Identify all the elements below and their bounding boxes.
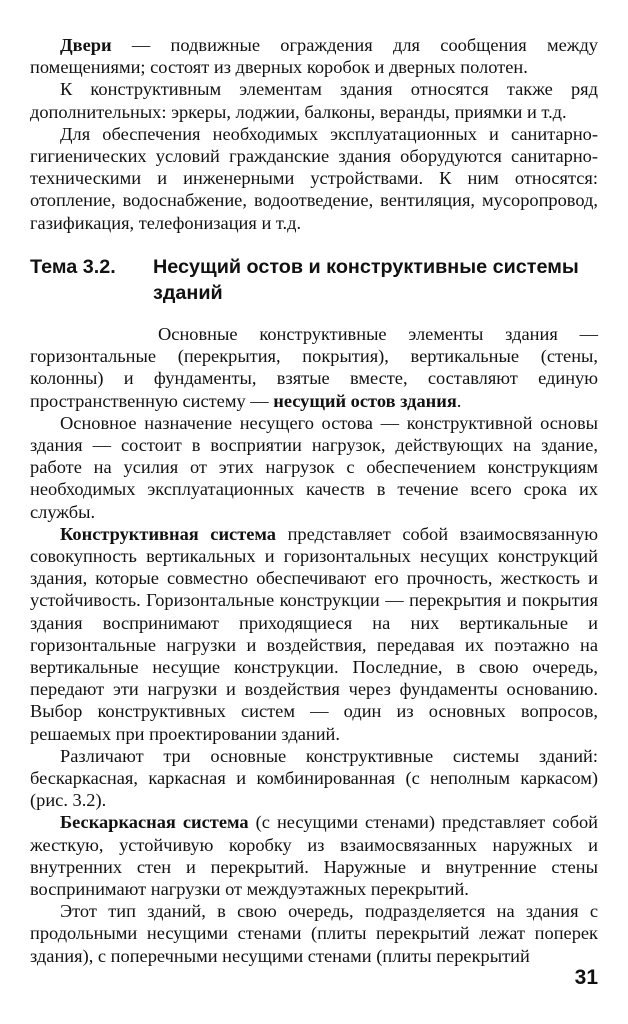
section-number: Тема 3.2.: [30, 256, 116, 278]
main-text-block: [30, 323, 598, 967]
paragraph-additional-elements: К конструктивным элементам здания относятся также ряд дополнительных: эркеры, лоджии, балконы, веранды, приямки и т.д.: [30, 79, 598, 122]
term-doors: Двери: [60, 35, 112, 55]
paragraph-structural-system: [30, 523, 598, 745]
paragraph-frame-purpose: Основное назначение несущего остова — конструктивной основы здания — состоит в восприятии нагрузок, действующих на здание, работе на усилия от этих нагрузок с обеспечением конструкциям необходимых эксплуатационных качеств в течение всего срока их службы.: [30, 412, 598, 522]
section-title: Несущий остов и конструктивные системы зданий: [153, 256, 579, 304]
term-load-bearing-frame: несущий остов здания: [273, 390, 457, 411]
paragraph-engineering-systems: Для обеспечения необходимых эксплуатационных и санитарно-гигиенических условий гражданские здания оборудуются санитарно-техническими и инженерными устройствами. К ним относятся: отопление, водоснабжение, водоотведение, вентиляция, мусоропровод, газификация, телефонизация и т.д.: [30, 123, 598, 233]
intro-text-block: [30, 34, 598, 234]
paragraph-load-bearing-frame-end: .: [456, 390, 462, 411]
paragraph-structural-system-text: представляет собой взаимосвязанную совокупность вертикальных и горизонтальных несущих конструкций здания, которые совместно обеспечивают его прочность, жесткость и устойчивость. Горизонтальные конструкции — перекрытия и покрытия здания воспринимают приходящиеся на них вертикальные и горизонтальные нагрузки и воздействия, передавая их поэтажно на вертикальные несущие конструкции. Последние, в свою очередь, передают эти нагрузки и воздействия через фундаменты основанию. Выбор конструктивных систем — один из основных вопросов, решаемых при проектировании зданий.: [30, 523, 598, 744]
paragraph-load-bearing-frame: [30, 323, 598, 412]
paragraph-building-types: Этот тип зданий, в свою очередь, подразделяется на здания с продольными несущими стенами (плиты перекрытий лежат поперек здания), с поперечными несущими стенами (плиты перекрытий: [30, 901, 598, 966]
paragraph-doors: [30, 34, 598, 78]
term-frameless-system: Бескаркасная система: [60, 812, 249, 833]
term-structural-system: Конструктивная система: [60, 523, 276, 544]
paragraph-three-systems: Различают три основные конструктивные системы зданий: бескаркасная, каркасная и комбинированная (с неполным каркасом) (рис. 3.2).: [30, 745, 598, 811]
paragraph-load-bearing-frame-text: Основные конструктивные элементы здания — горизонтальные (перекрытия, покрытия), вертикальные (стены, колонны) и фундаменты, взятые вместе, составляют единую пространственную систему —: [30, 324, 598, 411]
page-number: 31: [574, 966, 598, 989]
paragraph-frameless-system-text: (с несущими стенами) представляет собой жесткую, устойчивую коробку из взаимосвязанных наружных и внутренних стен и перекрытий. Наружные и внутренние стены воспринимают нагрузки от междуэтажных перекрытий.: [30, 812, 598, 900]
paragraph-frameless-system: [30, 811, 598, 900]
paragraph-doors-text: — подвижные ограждения для сообщения между помещениями; состоят из дверных коробок и дверных полотен.: [30, 35, 598, 78]
